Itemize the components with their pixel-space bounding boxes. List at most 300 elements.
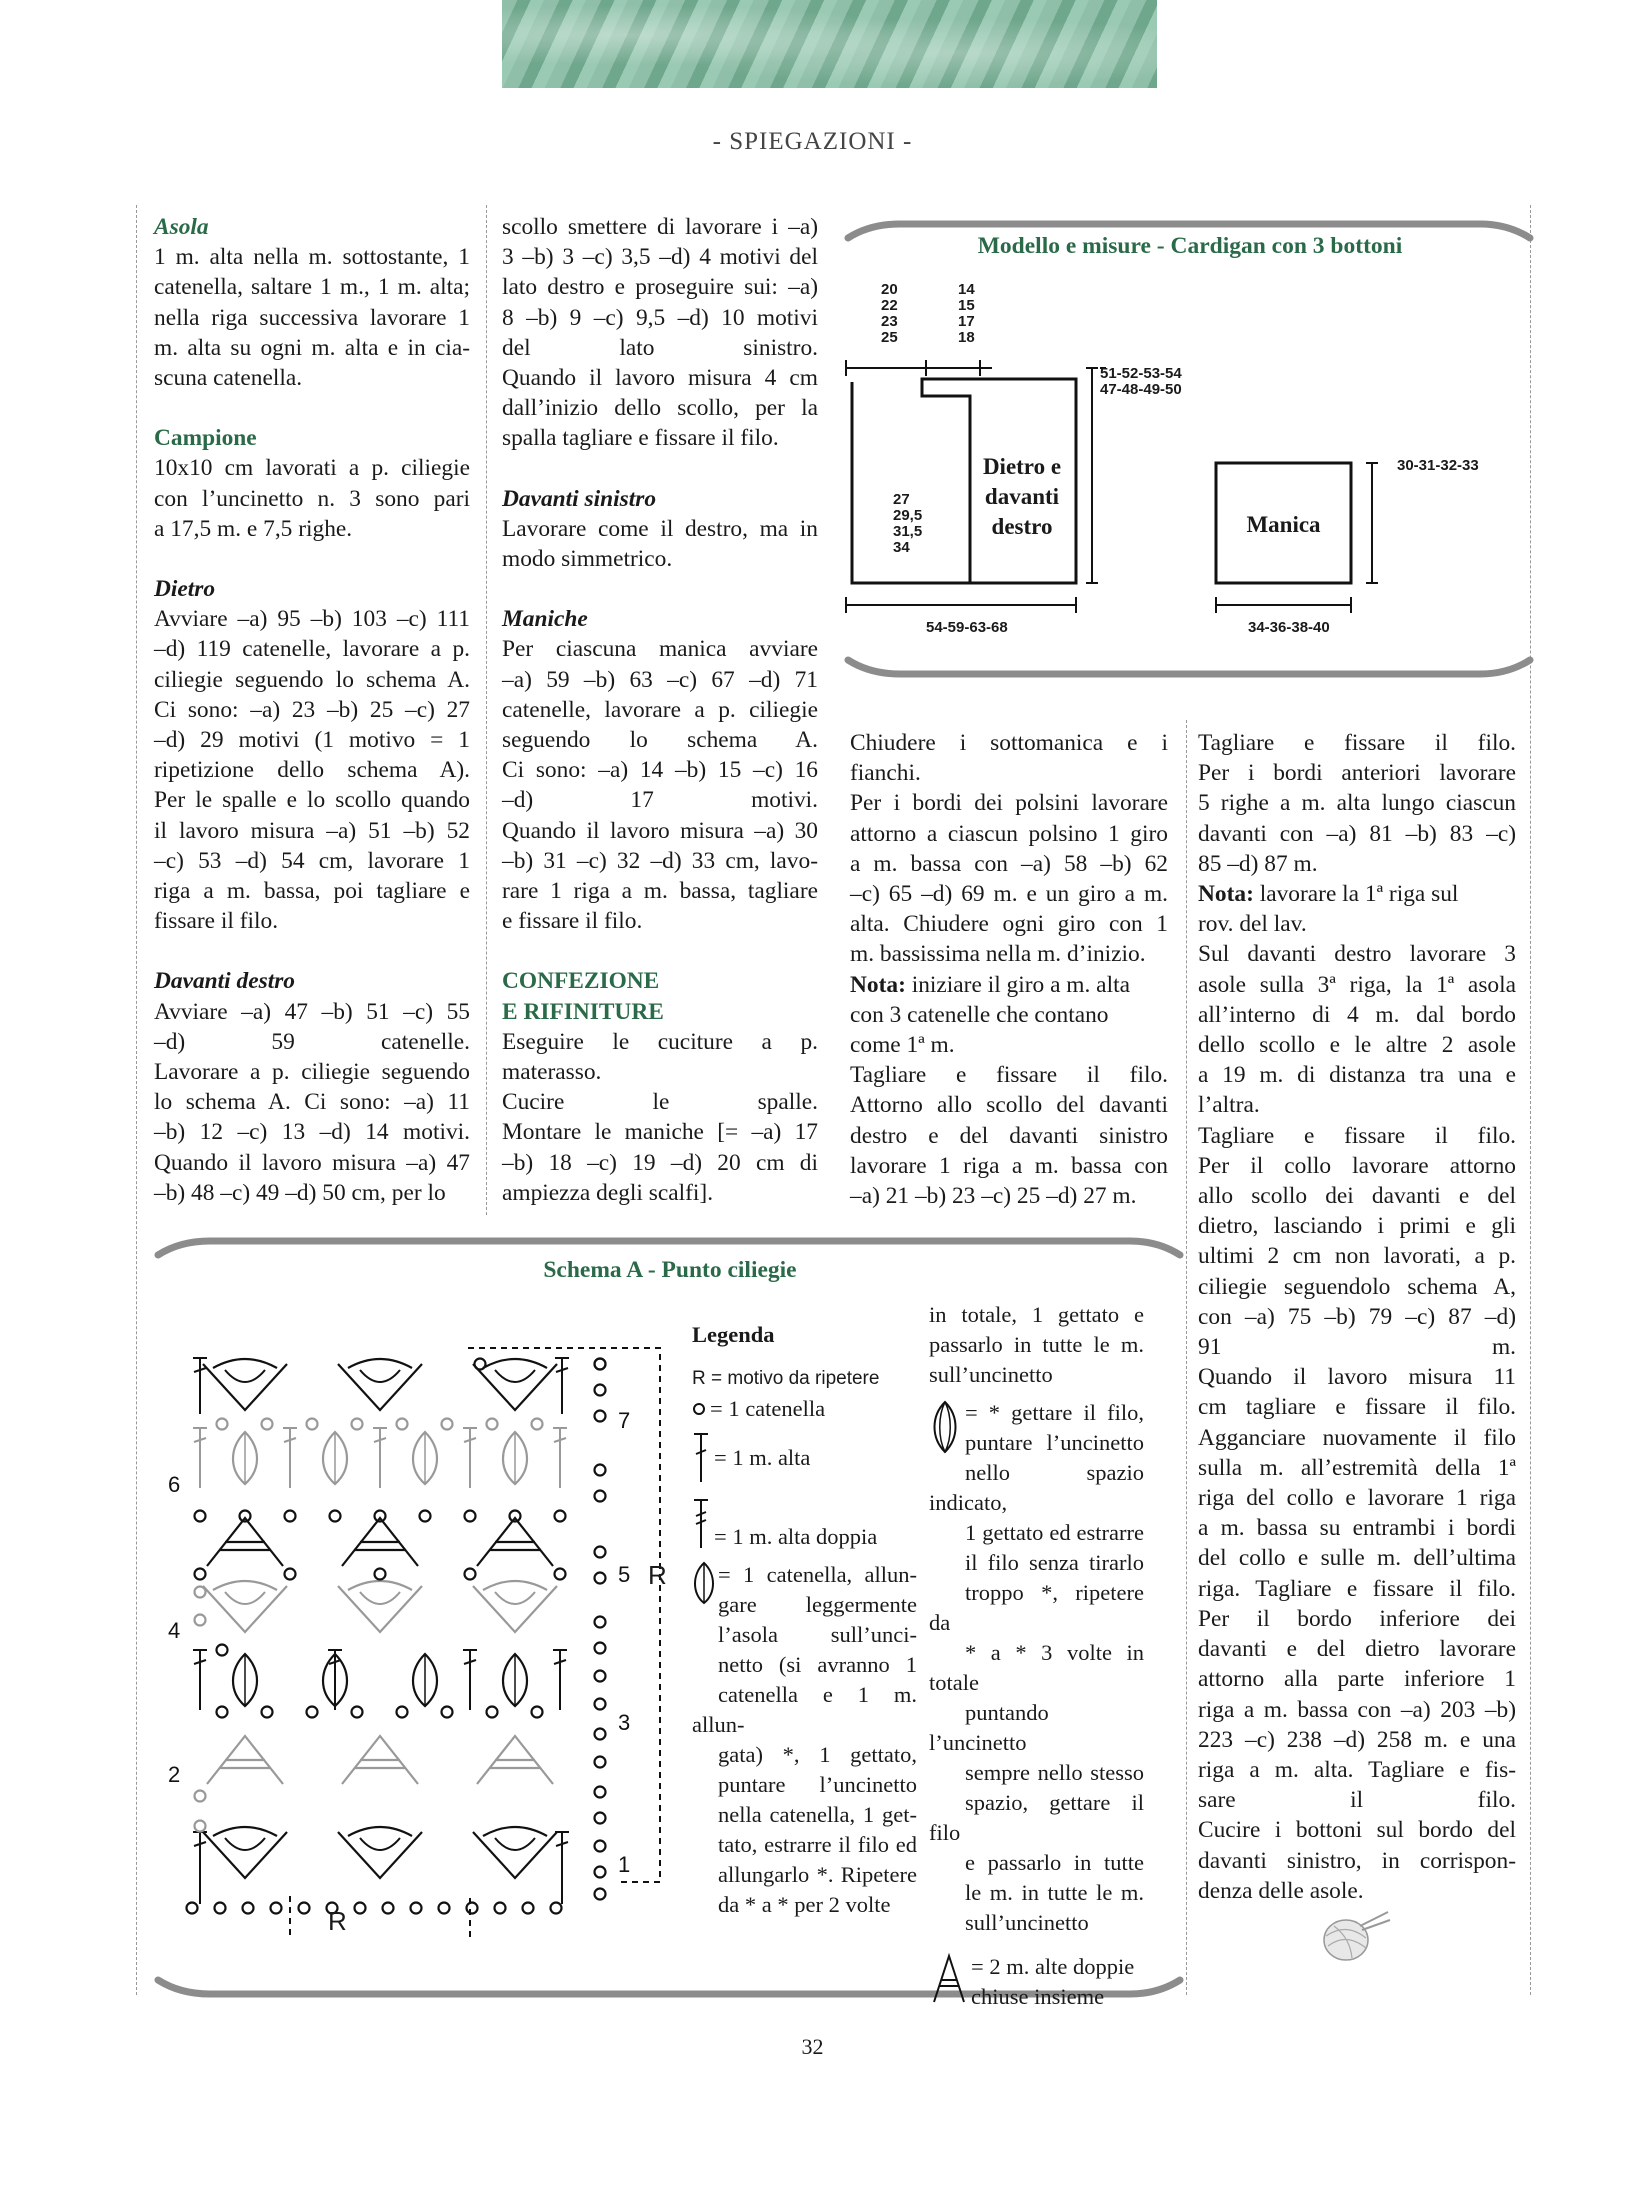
column-divider [136,205,137,1995]
text-line: –d) 119 catenelle, lavorare a p. [154,636,470,663]
chain-stitch [595,1841,606,1852]
text-line: con l’uncinetto n. 3 sono pari [154,485,470,512]
text-line: lato destro e proseguire sui: –a) [502,274,818,301]
text-line: Per ciascuna manica avviare [502,636,818,663]
double-crochet-icon [692,1430,710,1486]
text-line: Cucire i bottoni sul bordo del [1198,1817,1516,1844]
chain-stitch [352,1707,363,1718]
text-line: sull’uncinetto [965,1910,1089,1935]
text-line: CONFEZIONE [502,968,660,995]
text-line: E RIFINITURE [502,998,664,1025]
armhole-sizes [893,492,922,556]
text-line: Montare le maniche [= –a) 17 [502,1119,818,1146]
text-line: modo simmetrico. [502,546,673,573]
text-line: –b) 18 –c) 19 –d) 20 cm di [502,1149,818,1176]
chain-arc [348,1581,412,1590]
text-line: sempre nello stesso [965,1760,1144,1785]
confezione-heading [502,966,818,1026]
text-line: in totale, 1 gettato e [929,1302,1144,1327]
maniche-text [502,634,818,936]
text-line: puntando l’uncinetto [929,1700,1049,1755]
chain-arc [495,1370,535,1382]
asola-heading: Asola [154,214,209,240]
text-line: ultimi 2 cm non lavorati, a p. [1198,1243,1516,1270]
text-line: del collo e sulle m. dell’ultima [1198,1545,1516,1572]
text-line: davanti [984,484,1060,509]
chain-stitch [217,1419,228,1430]
text-line: 223 –c) 238 –d) 258 m. e una [1198,1726,1516,1753]
chain-stitch [299,1903,310,1914]
chain-stitch [595,1491,606,1502]
text-line: 10x10 cm lavorati a p. ciliegie [154,455,470,482]
text-line: Quando il lavoro misura 4 cm [502,365,818,392]
text-line: scollo smettere di lavorare i –a) [502,214,818,240]
chain-stitch [595,1757,606,1768]
chain-stitch [271,1903,282,1914]
text-line: Chiudere i sottomanica e i [850,730,1168,756]
davanti-sinistro-text [502,514,818,574]
chain-stitch [487,1419,498,1430]
text-line: –b) 48 –c) 49 –d) 50 cm, per lo [154,1179,446,1206]
text-line: –d) 59 catenelle. [154,1028,470,1055]
chain-stitch [195,1511,206,1522]
chain-arc [348,1827,412,1836]
text-line: Cucire le spalle. [502,1089,818,1116]
davanti-sinistro-heading: Davanti sinistro [502,485,657,512]
davanti-destro-text [154,997,470,1208]
nota-text: con 3 catenelle che contano [850,1001,1109,1028]
text-line: 47-48-49-50 [1100,381,1182,398]
text-line: gata) *, 1 gettato, [718,1742,917,1767]
text-line: = * gettare il filo, [965,1400,1144,1425]
text-line: allo scollo dei davanti e del [1198,1183,1516,1210]
chain-arc [360,1838,400,1850]
text-line: lavorare 1 riga a m. bassa con [850,1152,1168,1179]
text-line: passarlo in tutte le m. [929,1332,1144,1357]
v-stitch [203,1586,287,1632]
text-line: Sul davanti destro lavorare 3 [1198,941,1516,968]
row-number: 2 [168,1762,181,1787]
text-line: destro e del davanti sinistro [850,1122,1168,1149]
text-line [850,970,1168,1000]
text-line: davanti e del dietro lavorare [1198,1636,1516,1663]
chain-stitch [383,1903,394,1914]
chain-stitch [555,1569,566,1580]
text-line: il lavoro misura –a) 51 –b) 52 [154,817,470,844]
body-height-sizes [1100,366,1182,398]
text-line: spazio, gettare il filo [929,1790,1144,1845]
text-line: 3 –b) 3 –c) 3,5 –d) 4 motivi del [502,244,818,271]
shoulder-right-sizes [958,282,975,346]
chain-stitch [595,1729,606,1740]
chain-stitch [595,1889,606,1900]
text-line: m. bassissima nella m. d’inizio. [850,941,1146,968]
text-line: denza delle asole. [1198,1877,1364,1904]
text-line: riga del collo e lavorare 1 riga [1198,1485,1516,1512]
nota-paragraph [850,970,1168,1061]
text-line [850,1000,1168,1030]
text-line: puntare l’uncinetto [718,1772,917,1797]
chain-stitch [411,1903,422,1914]
text-line: gare leggermente [718,1592,917,1617]
legend [692,1320,917,1920]
text-line: 17 [958,313,975,330]
chain-stitch [355,1903,366,1914]
crochet-chart [150,1320,670,1940]
chain-arc [495,1838,535,1850]
chain-stitch [475,1359,486,1370]
chain-stitch [195,1791,206,1802]
row-number: 1 [618,1852,631,1877]
text-line: 91 m. [1198,1334,1516,1361]
chain-arc [360,1592,400,1604]
chain-stitch [195,1569,206,1580]
text-line: a 17,5 m. e 7,5 righe. [154,515,353,542]
confezione-continued [850,728,1168,970]
campione-text [154,453,470,544]
text-line: sare il filo. [1198,1787,1516,1814]
text-line: scuna catenella. [154,365,303,392]
confezione-text [502,1027,818,1208]
chain-stitch [285,1511,296,1522]
legend-chain: = 1 catenella [710,1396,826,1421]
text-line: 34 [893,539,910,556]
text-line: seguendo lo schema A. [502,727,818,754]
text-line: sulla m. all’estremità della 1ª [1198,1454,1516,1481]
text-line: attorno alla parte inferiore 1 [1198,1666,1516,1693]
yarn-ball-icon [1312,1908,1392,1968]
legend-dc: = 1 m. alta [714,1445,811,1470]
chain-stitch [187,1903,198,1914]
dietro-heading: Dietro [154,576,216,603]
text-line: davanti con –a) 81 –b) 83 –c) [1198,820,1516,847]
chain-stitch [595,1359,606,1370]
text-line: sull’uncinetto [929,1362,1053,1387]
text-line: riga a m. bassa con –a) 203 –b) [1198,1696,1516,1723]
text-line: alta. Chiudere ogni giro con 1 [850,911,1168,938]
chain-stitch [465,1511,476,1522]
text-line: –c) 65 –d) 69 m. e un giro a m. [850,881,1168,908]
chain-arc [225,1592,265,1604]
text-line: troppo *, ripetere da [929,1580,1144,1635]
text-line: –b) 31 –c) 32 –d) 33 cm, lavo- [502,847,818,874]
legend-continued-text [929,1300,1144,1390]
chain-arc [213,1359,277,1368]
text-line: * a * 3 volte in totale [929,1640,1144,1695]
elongated-loop-icon [690,1560,718,1606]
chain-stitch [595,1813,606,1824]
text-line: m. alta su ogni m. alta e in cia- [154,334,470,361]
chain-arc [225,1370,265,1382]
section-title: - SPIEGAZIONI - [712,128,913,155]
chain-stitch [307,1707,318,1718]
chain-stitch [555,1511,566,1522]
chain-stitch [487,1707,498,1718]
text-line: = 1 catenella, allun- [718,1562,917,1587]
chain-stitch [595,1617,606,1628]
text-line: a m. bassa con –a) 58 –b) 62 [850,850,1168,877]
row-number: 4 [168,1618,181,1643]
text-line: 8 –b) 9 –c) 9,5 –d) 10 motivi [502,304,818,331]
chain-stitch [195,1615,206,1626]
text-line: allungarlo *. Ripetere [718,1862,917,1887]
text-line [1198,879,1516,909]
chain-stitch [217,1707,228,1718]
chain-stitch [352,1419,363,1430]
chain-stitch [532,1419,543,1430]
text-line: davanti sinistro, in corrispon- [1198,1847,1516,1874]
chain-stitch [420,1511,431,1522]
chain-stitch [595,1671,606,1682]
column-4 [1198,728,1516,1906]
chain-arc [213,1581,277,1590]
text-line: Lavorare come il destro, ma in [502,515,818,542]
row-number: 7 [618,1408,631,1433]
row-number: 3 [618,1710,631,1735]
text-line: nello spazio indicato, [929,1460,1144,1515]
text-line: asole sulla 3ª riga, la 1ª asola [1198,971,1516,998]
text-line: lo schema A. Ci sono: –a) 11 [154,1089,470,1116]
text-line: 31,5 [893,523,923,540]
text-line: Quando il lavoro misura –a) 47 [154,1149,470,1176]
text-line: riga a m. bassa, poi tagliare e [154,878,470,905]
v-stitch [338,1364,422,1410]
row-number: 5 [618,1562,631,1587]
chain-icon [692,1402,706,1416]
text-line: Avviare –a) 47 –b) 51 –c) 55 [154,998,470,1025]
sleeve-piece-label: Manica [1246,512,1321,537]
text-line: 5 righe a m. alta lungo ciascun [1198,790,1516,817]
text-line: chiuse insieme [971,1984,1105,2009]
text-line: Dietro e [982,454,1062,479]
model-title: Modello e misure - Cardigan con 3 bottoni [977,233,1403,259]
chain-stitch [375,1569,386,1580]
text-line: –a) 59 –b) 63 –c) 67 –d) 71 [502,666,818,693]
text-line: attorno a ciascun polsino 1 giro [850,820,1168,847]
chain-arc [483,1359,547,1368]
bordi-text [1198,728,1516,879]
text-line: e fissare il filo. [502,908,643,935]
chain-stitch [375,1511,386,1522]
chart-repeat-label-bottom: R [328,1906,347,1936]
text-line: dall’inizio dello scollo, per la [502,395,818,422]
finishing-text [1198,939,1516,1906]
chain-stitch [595,1699,606,1710]
text-line: ciliegie seguendo lo schema A. [154,666,470,693]
davanti-destro-heading: Davanti destro [154,968,295,995]
sleeve-height-sizes: 30-31-32-33 [1397,457,1479,474]
header-photo [502,0,1157,88]
chain-stitch [397,1707,408,1718]
front-piece-label [967,452,1077,542]
chain-arc [483,1581,547,1590]
text-line: materasso. [502,1059,602,1086]
v-stitch [203,1832,287,1878]
text-line: l’asola sull’unci- [718,1622,917,1647]
text-line: 27 [893,491,910,508]
text-line: 14 [958,281,975,298]
sleeve-width-sizes: 34-36-38-40 [1248,619,1330,636]
text-line: e passarlo in tutte [965,1850,1144,1875]
chain-stitch [595,1573,606,1584]
chain-stitch [595,1867,606,1878]
legend-repeat: R = motivo da ripetere [692,1368,880,1389]
page-number: 32 [801,2034,824,2059]
text-line: rare 1 riga a m. bassa, tagliare [502,878,818,905]
v-stitch [473,1364,557,1410]
text-line: riga. Tagliare e fissare il filo. [1198,1575,1516,1602]
text-line [850,1030,1168,1060]
legend-tr: = 1 m. alta doppia [714,1524,878,1549]
chain-stitch [215,1903,226,1914]
text-line: destro [991,514,1053,539]
text-line: dietro, lasciando i primi e gli [1198,1213,1516,1240]
text-line: con –a) 75 –b) 79 –c) 87 –d) [1198,1303,1516,1330]
text-line: –a) 21 –b) 23 –c) 25 –d) 27 m. [850,1183,1137,1210]
text-line: catenelle, lavorare a p. ciliegie [502,696,818,723]
chain-stitch [532,1707,543,1718]
chain-stitch [195,1587,206,1598]
chain-stitch [595,1787,606,1798]
text-line: dello scollo e le altre 2 asole [1198,1032,1516,1059]
chain-stitch [495,1903,506,1914]
chain-arc [360,1370,400,1382]
chain-stitch [595,1411,606,1422]
text-line: tato, estrarre il filo ed [718,1832,917,1857]
text-line: 22 [881,297,898,314]
nota-text: come 1ª m. [850,1032,955,1059]
v-stitch [473,1586,557,1632]
nota-text: rov. del lav. [1198,911,1307,938]
chain-stitch [595,1547,606,1558]
chain-stitch [195,1821,206,1832]
text-line: le m. in tutte le m. [965,1880,1144,1905]
text-line: 29,5 [893,507,923,524]
text-line: puntare l’uncinetto [965,1430,1144,1455]
text-line: nella catenella, 1 get- [718,1802,917,1827]
schema-title: Schema A - Punto ciliegie [543,1257,797,1283]
maniche-heading: Maniche [502,606,588,633]
legend-title: Legenda [692,1322,775,1347]
text-line: da * a * per 2 volte [718,1892,891,1917]
text-line: l’altra. [1198,1092,1260,1119]
nota-paragraph [1198,879,1516,939]
text-line: fianchi. [850,760,921,787]
legend-cluster [929,1398,1144,1938]
text-line: 15 [958,297,975,314]
text-line: netto (si avranno 1 [718,1652,917,1677]
text-line: Avviare –a) 95 –b) 103 –c) 111 [154,606,470,633]
text-line: Per i bordi anteriori lavorare [1198,760,1516,787]
nota-label: Nota: [1198,881,1254,908]
text-line: a 19 m. di distanza tra una e [1198,1062,1516,1089]
v-stitch [203,1364,287,1410]
text-line: ciliegie seguendolo schema A, [1198,1273,1516,1300]
shoulder-left-sizes [881,282,898,346]
text-line: Ci sono: –a) 23 –b) 25 –c) 27 [154,696,470,723]
text-line: 1 gettato ed estrarre [965,1520,1144,1545]
chain-stitch [439,1903,450,1914]
asola-text [154,242,470,393]
text-line: 1 m. alta nella m. sottostante, 1 [154,244,470,271]
text-line: all’interno di 4 m. dal bordo [1198,1001,1516,1028]
text-line: 20 [881,281,898,298]
text-line: Tagliare e fissare il filo. [1198,730,1516,756]
text-line: ampiezza degli scalfi]. [502,1179,714,1206]
chain-stitch [285,1569,296,1580]
dietro-text [154,604,470,936]
cluster-icon [929,1398,961,1456]
chain-arc [483,1827,547,1836]
nota-label: Nota: [850,971,906,998]
chain-stitch [467,1903,478,1914]
nota-text: lavorare la 1ª riga sul [1253,881,1459,908]
column-divider [486,205,487,1215]
text-line: 18 [958,329,975,346]
v-stitch [338,1586,422,1632]
text-line: Agganciare nuovamente il filo [1198,1424,1516,1451]
chain-stitch [262,1419,273,1430]
v-stitch [338,1832,422,1878]
text-line: del lato sinistro. [502,334,818,361]
chain-stitch [307,1419,318,1430]
body-width-sizes: 54-59-63-68 [926,619,1008,636]
column-2 [502,212,818,1208]
chain-stitch [330,1511,341,1522]
scollo-finish-text [850,1060,1168,1211]
text-line: Quando il lavoro misura 11 [1198,1364,1516,1391]
treble-crochet-icon [692,1496,710,1552]
text-line: –b) 12 –c) 13 –d) 14 motivi. [154,1119,470,1146]
text-line: Tagliare e fissare il filo. [1198,1122,1516,1149]
chain-arc [495,1592,535,1604]
text-line: Per le spalle e lo scollo quando [154,787,470,814]
chain-arc [213,1827,277,1836]
chain-stitch [465,1569,476,1580]
text-line: Ci sono: –a) 14 –b) 15 –c) 16 [502,757,818,784]
chain-stitch [240,1511,251,1522]
chain-stitch [510,1511,521,1522]
text-line: catenella e 1 m. allun- [692,1682,917,1737]
campione-heading: Campione [154,425,257,452]
column-3 [850,728,1168,1211]
text-line: Per il bordo inferiore dei [1198,1605,1516,1632]
text-line: cm tagliare e fissare il filo. [1198,1394,1516,1421]
chain-stitch [595,1385,606,1396]
chain-stitch [262,1707,273,1718]
legend-loop [692,1560,917,1920]
chain-stitch [243,1903,254,1914]
chain-arc [348,1359,412,1368]
row-number: 6 [168,1472,181,1497]
chain-stitch [442,1419,453,1430]
chain-stitch [397,1419,408,1430]
text-line: Per il collo lavorare attorno [1198,1152,1516,1179]
text-line: Attorno allo scollo del davanti [850,1092,1168,1119]
column-1 [154,212,470,1208]
text-line: Eseguire le cuciture a p. [502,1028,818,1055]
text-line: Per i bordi dei polsini lavorare [850,790,1168,817]
chain-arc [225,1838,265,1850]
text-line: 23 [881,313,898,330]
chain-stitch [595,1465,606,1476]
text-line: 51-52-53-54 [1100,365,1182,382]
text-line: nella riga successiva lavorare 1 [154,304,470,331]
text-line: a m. bassa su entrambi i bordi [1198,1515,1516,1542]
text-line: –d) 17 motivi. [502,787,818,814]
text-line: –c) 53 –d) 54 cm, lavorare 1 [154,847,470,874]
text-line: catenella, saltare 1 m., 1 m. alta; [154,274,470,301]
